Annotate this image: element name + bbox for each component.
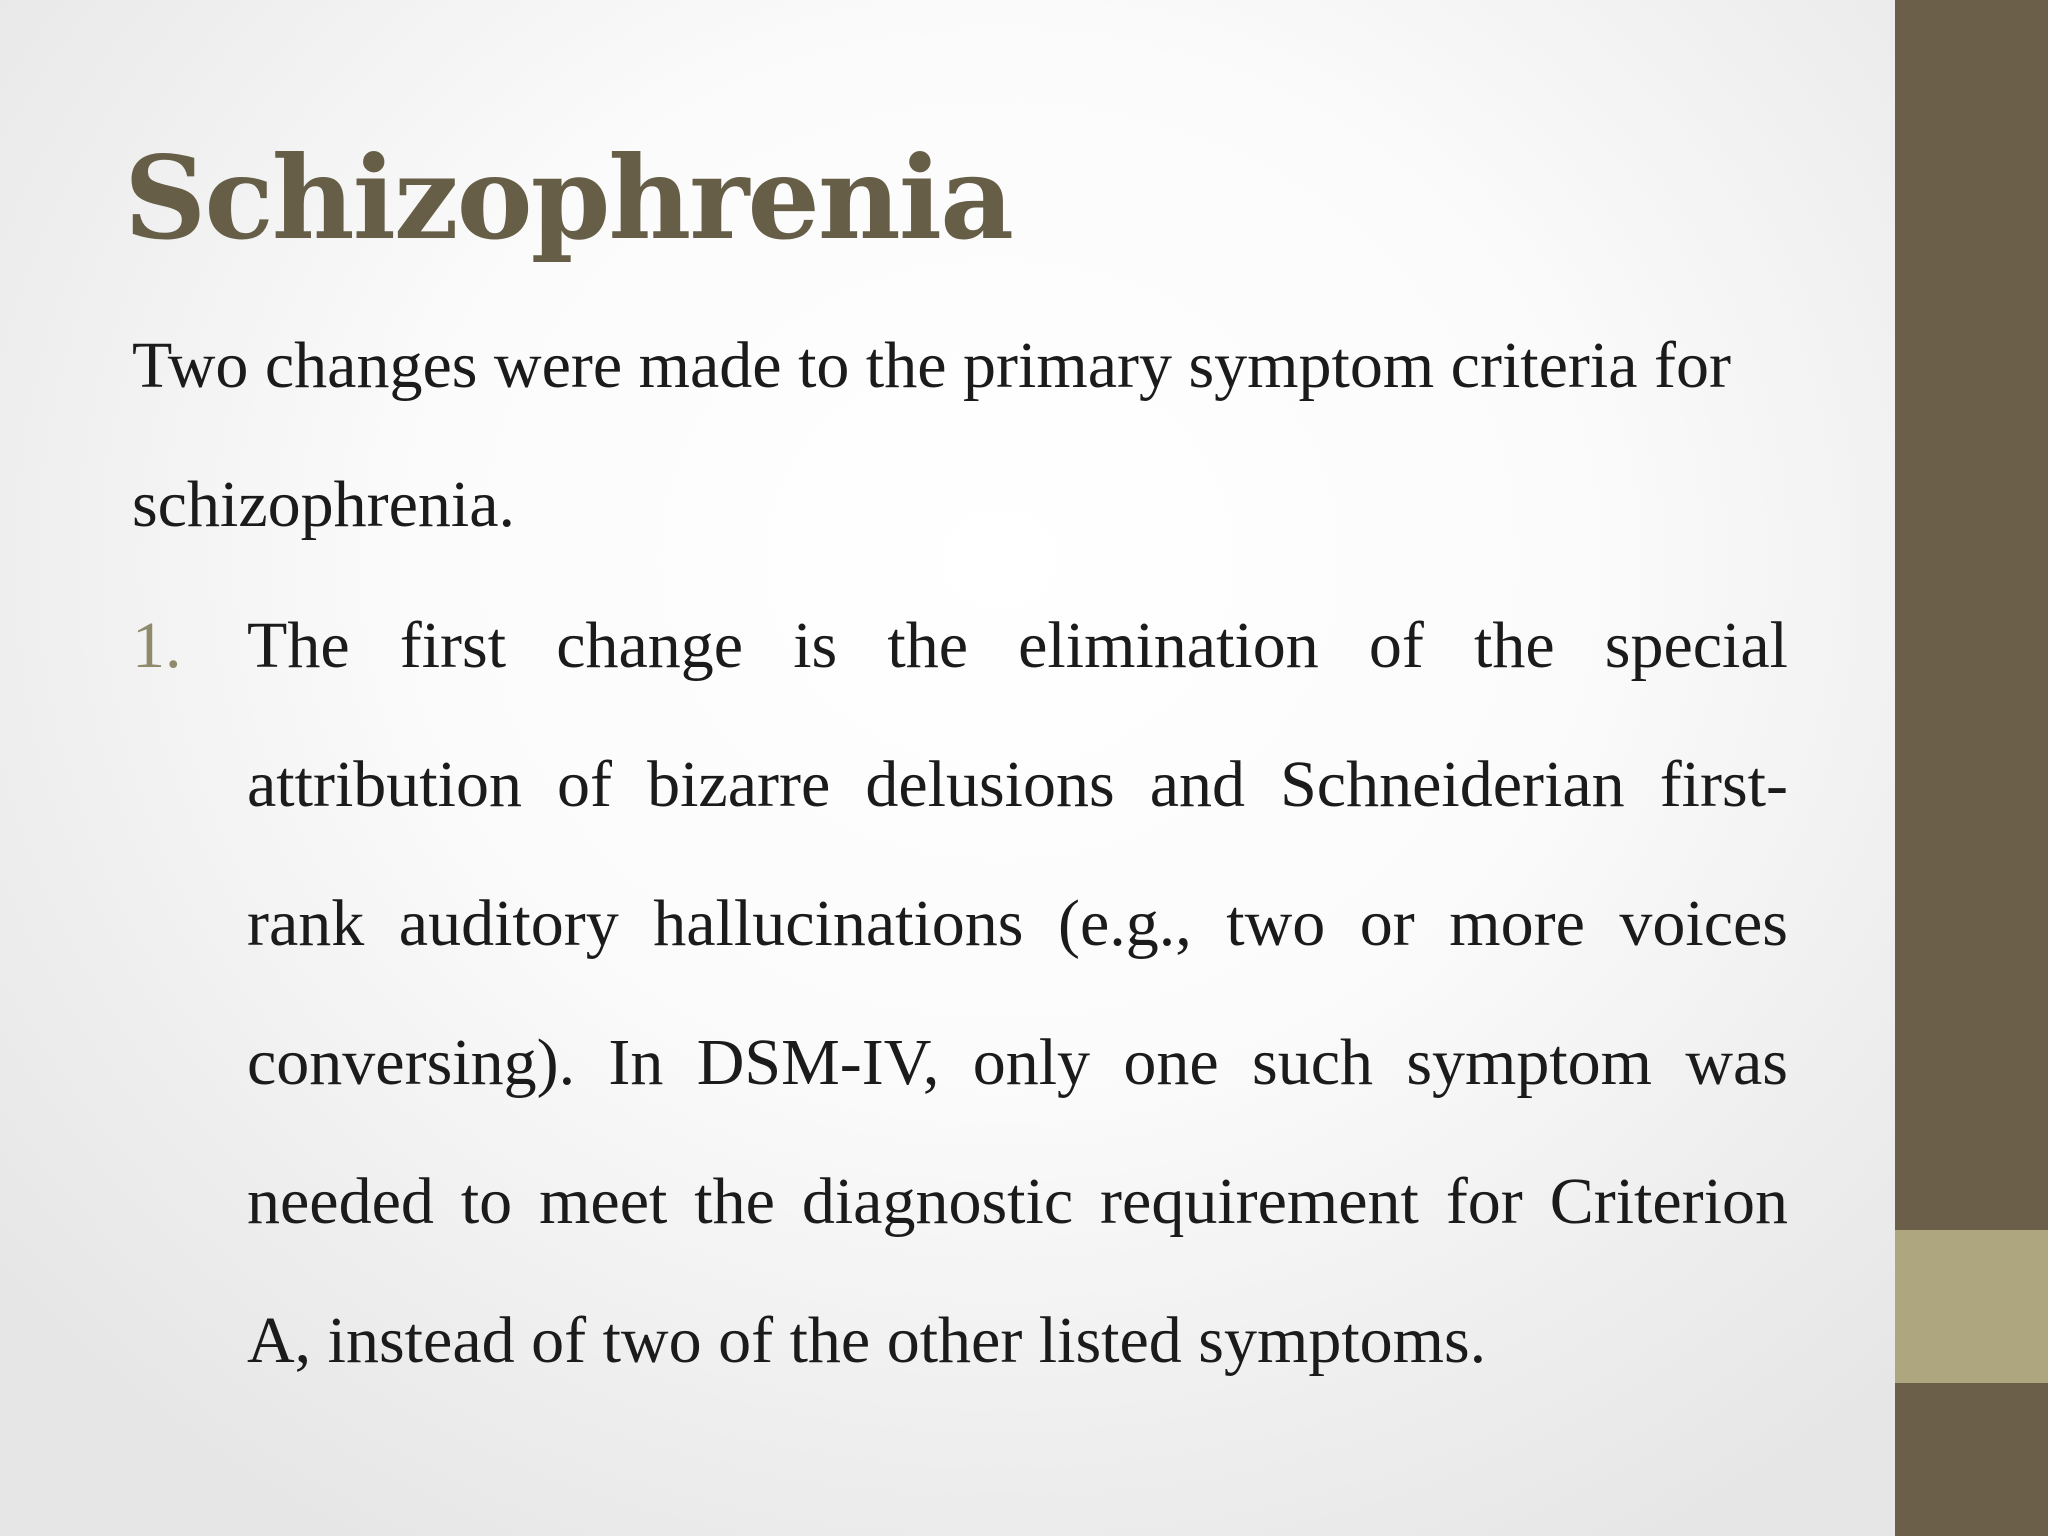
decorative-side-bar-accent bbox=[1895, 1230, 2048, 1383]
decorative-side-bar bbox=[1895, 0, 2048, 1536]
intro-paragraph: Two changes were made to the primary symptom criteria for schizophrenia. bbox=[132, 329, 1731, 541]
numbered-list-item bbox=[132, 576, 1788, 1410]
slide-body bbox=[132, 296, 1788, 1410]
slide-title: Schizophrenia bbox=[124, 131, 1012, 265]
list-item-number: 1. bbox=[132, 609, 182, 682]
list-item-text: The first change is the elimination of the special attribution of bizarre delusions and Schneiderian first-rank auditory hallucinations (e.g., two or more voices conversing). In DSM-IV, only one such symptom was needed to meet the diagnostic requirement for Criterion A, instead of two of the other listed symptoms. bbox=[247, 609, 1788, 1377]
